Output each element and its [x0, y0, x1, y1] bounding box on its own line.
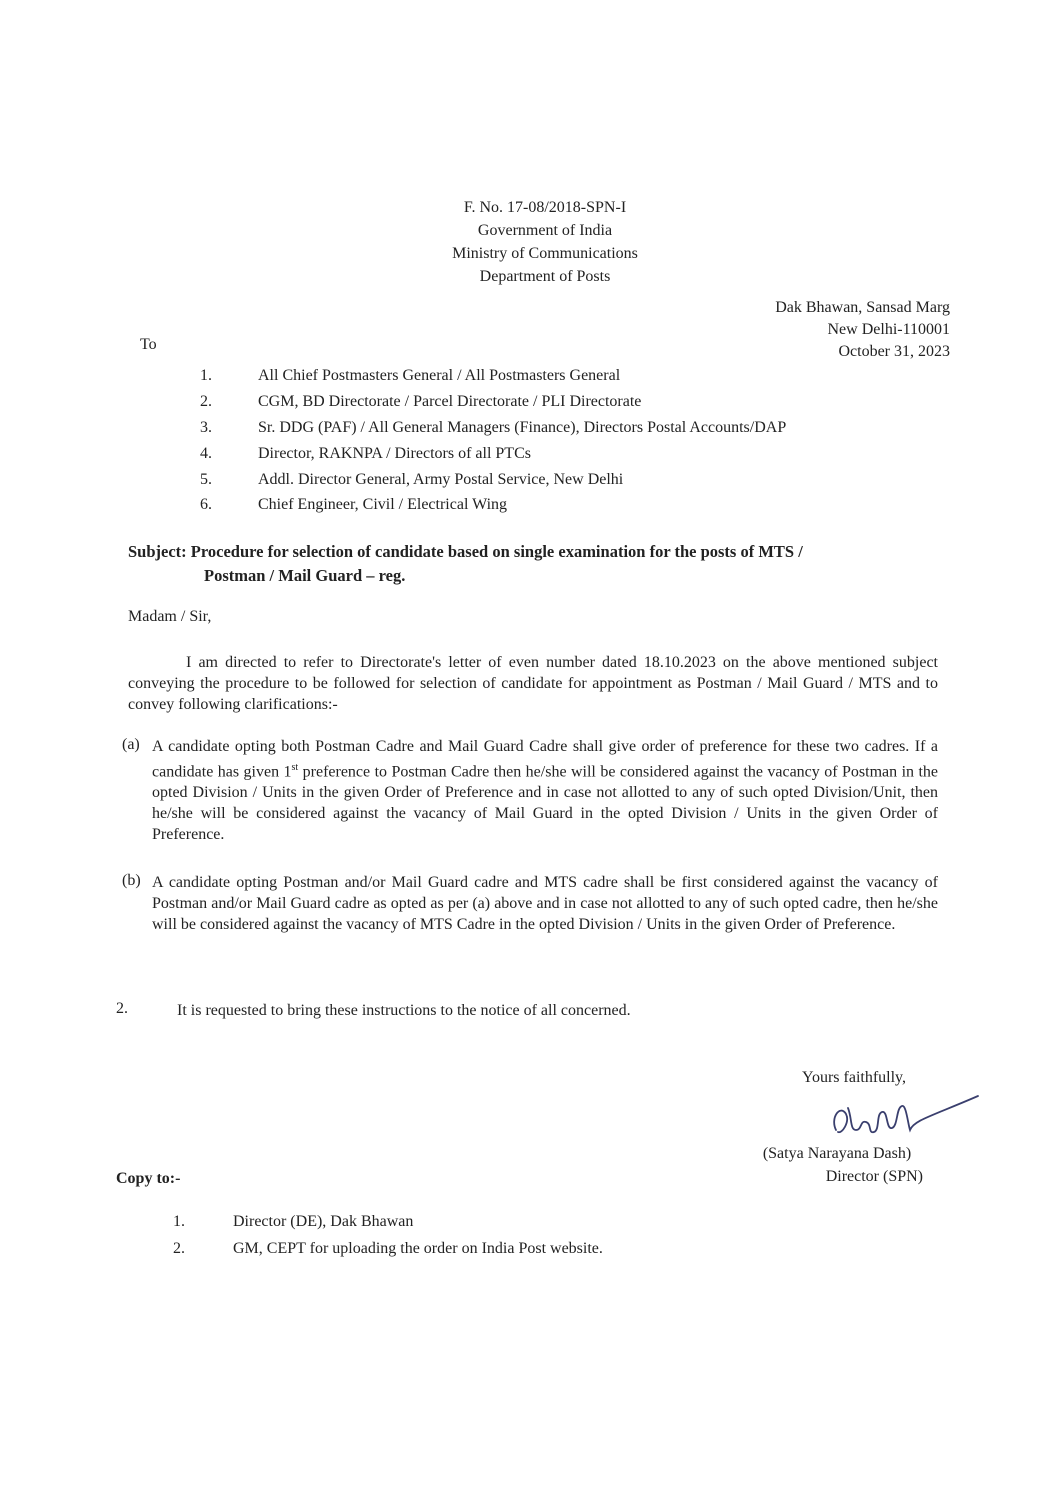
government-line: Government of India — [477, 222, 613, 239]
clause-b-text: A candidate opting Postman and/or Mail Guard cadre and MTS cadre shall be first considered against the vacancy of Postman and/or Mail Guard cadre as opted as per (a) above and in case not allotted to any of such opted cadre, then he/she will be considered against the vacancy of MTS Cadre in the opted Division / Units in the given Order of Preference. — [152, 874, 938, 933]
clause-a-label: (a) — [122, 736, 140, 753]
para2-number: 2. — [116, 1000, 128, 1017]
address-line-2: New Delhi-110001 — [827, 321, 950, 338]
list-item — [173, 1240, 603, 1258]
subject-label: Subject: — [128, 542, 187, 561]
sign-off: Yours faithfully, — [802, 1069, 907, 1086]
list-item — [200, 445, 531, 463]
clause-b-label: (b) — [122, 872, 141, 889]
department-line: Department of Posts — [479, 268, 611, 285]
salutation: Madam / Sir, — [128, 608, 212, 625]
list-item — [200, 471, 623, 489]
list-item — [173, 1213, 413, 1231]
copy-number: 2. — [173, 1240, 185, 1257]
list-item — [200, 496, 507, 514]
copy-text: GM, CEPT for uploading the order on India Post website. — [233, 1240, 603, 1257]
address-block — [775, 297, 950, 363]
recipient-text: All Chief Postmasters General / All Postmasters General — [258, 367, 621, 384]
recipient-text: Director, RAKNPA / Directors of all PTCs — [258, 445, 531, 462]
intro-paragraph: I am directed to refer to Directorate's letter of even number dated 18.10.2023 on the above mentioned subject conveying the procedure to be followed for selection of candidate for appointment as Postman / Mail Guard / MTS and to convey following clarifications:- — [128, 654, 938, 713]
clause-a-post: preference to Postman Cadre then he/she will be considered against the vacancy of Postman in the opted Division / Units in the given Order of Preference and in case not allotted to any of such opted Division/Unit, then he/she will be considered against the vacancy of Mail Guard in the opted Division / Units in the given Order of Preference. — [152, 763, 939, 844]
recipient-number: 5. — [200, 471, 212, 488]
copy-to-label: Copy to:- — [116, 1170, 181, 1187]
list-item — [200, 367, 620, 385]
address-line-1: Dak Bhawan, Sansad Marg — [775, 299, 950, 316]
recipient-number: 2. — [200, 393, 212, 410]
recipient-number: 1. — [200, 367, 212, 384]
clause-a-sup: st — [291, 762, 299, 773]
to-label: To — [140, 336, 157, 353]
letter-header — [380, 196, 710, 288]
recipient-number: 4. — [200, 445, 212, 462]
recipient-text: CGM, BD Directorate / Parcel Directorate / PLI Directorate — [258, 393, 642, 410]
file-number: F. No. 17-08/2018-SPN-I — [463, 199, 627, 216]
subject-line-1: Procedure for selection of candidate based on single examination for the posts of MTS / — [190, 542, 803, 561]
list-item — [200, 419, 786, 437]
para2-text: It is requested to bring these instructions to the notice of all concerned. — [177, 1002, 631, 1019]
signatory-name: (Satya Narayana Dash) — [762, 1145, 912, 1162]
recipient-number: 3. — [200, 419, 212, 436]
copy-text: Director (DE), Dak Bhawan — [233, 1213, 414, 1230]
clause-a-pre: A candidate opting both Postman Cadre and Mail Guard Cadre shall give order of preference for these two cadres. If a candidate has given 1 — [152, 738, 938, 781]
ministry-line: Ministry of Communications — [452, 245, 638, 262]
subject-line-2: Postman / Mail Guard – reg. — [204, 566, 406, 585]
recipient-text: Sr. DDG (PAF) / All General Managers (Finance), Directors Postal Accounts/DAP — [258, 419, 787, 436]
clause-a-text — [152, 736, 938, 845]
signature-image — [822, 1090, 982, 1152]
list-item — [200, 393, 641, 411]
recipient-number: 6. — [200, 496, 212, 513]
subject-block — [128, 540, 968, 588]
copy-number: 1. — [173, 1213, 185, 1230]
letter-date: October 31, 2023 — [838, 343, 950, 360]
recipient-text: Chief Engineer, Civil / Electrical Wing — [258, 496, 508, 513]
recipient-text: Addl. Director General, Army Postal Service, New Delhi — [258, 471, 624, 488]
signatory-designation: Director (SPN) — [825, 1168, 923, 1185]
